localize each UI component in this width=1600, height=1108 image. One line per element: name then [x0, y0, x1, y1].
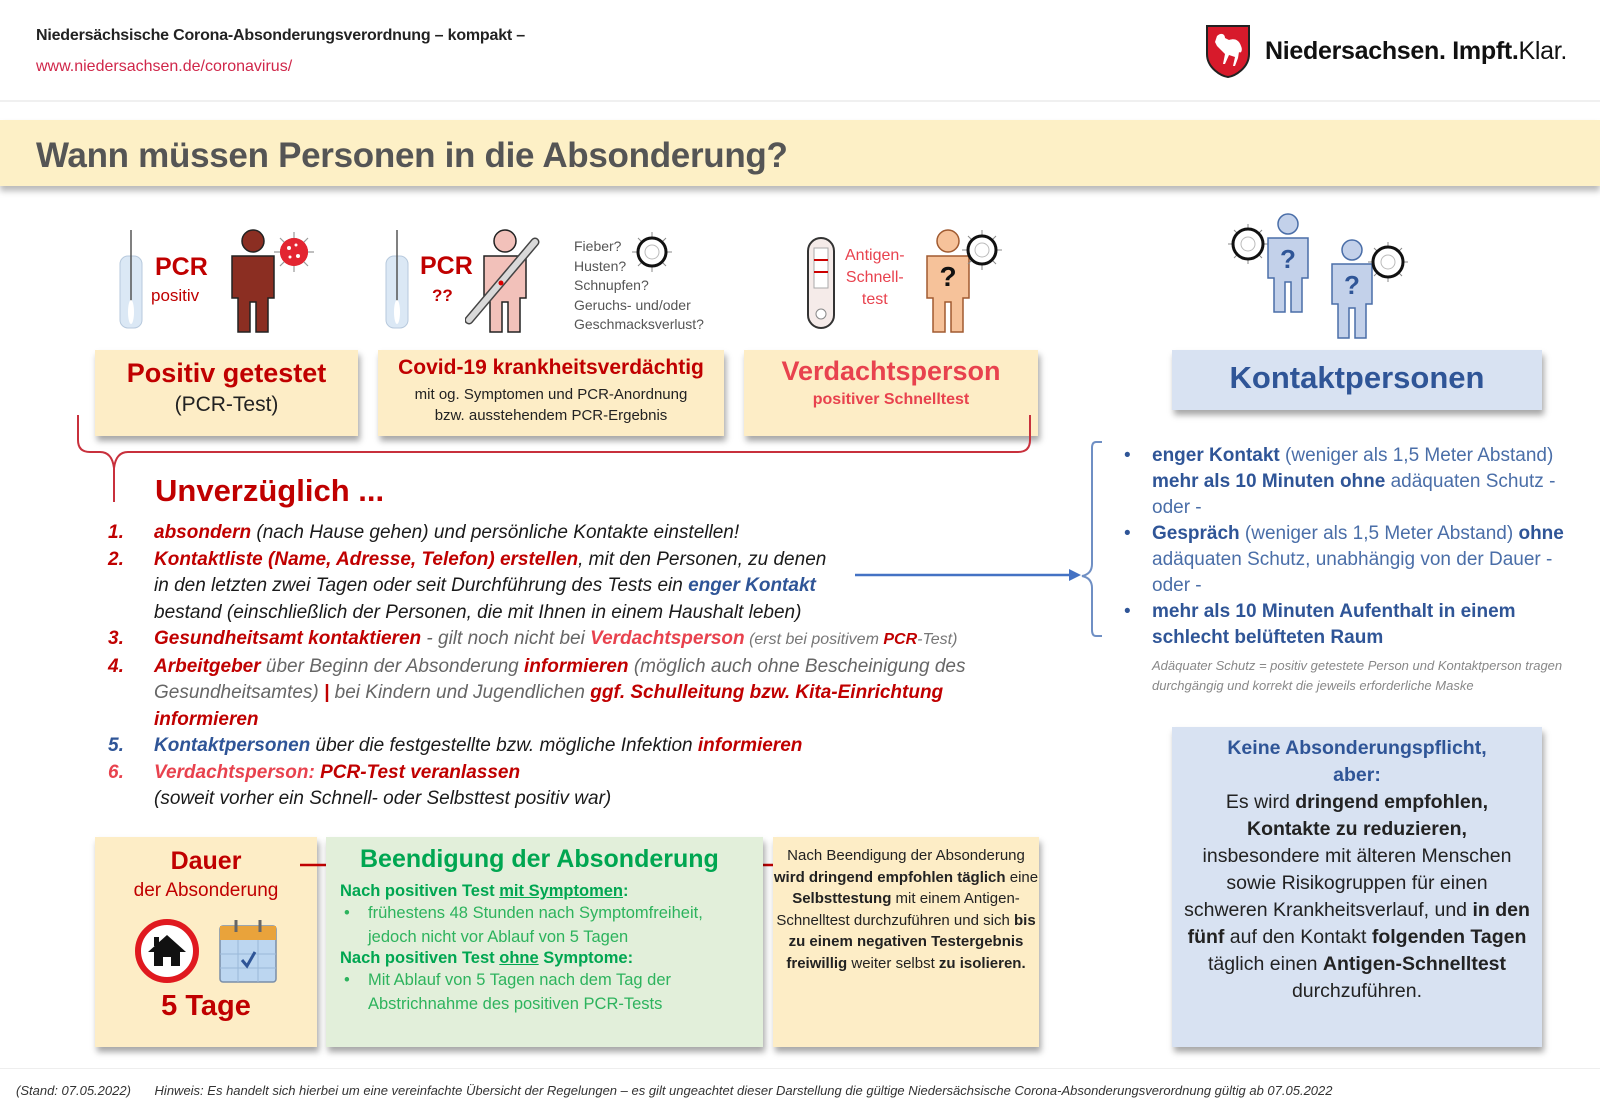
steps-list: [108, 520, 1048, 813]
end-of-isolation-box: [326, 837, 763, 1047]
question-mark: ?: [939, 261, 957, 292]
step-3: [108, 626, 1048, 654]
antigen-test-cassette-icon: [806, 236, 836, 330]
criterion-bold: ohne: [1518, 523, 1564, 544]
contact-criterion: [1120, 599, 1580, 651]
step-6: [108, 760, 1048, 813]
category-title: Covid-19 krankheitsverdächtig: [398, 356, 704, 379]
step-action: Arbeitgeber: [154, 655, 261, 677]
box-text: weiter selbst: [847, 954, 939, 972]
box-text: auf den Kontakt: [1224, 926, 1372, 948]
box-bold: Selbsttestung: [792, 890, 892, 907]
separator: |: [324, 682, 330, 703]
duration-box: [95, 837, 317, 1047]
box-text: eine: [1005, 868, 1039, 886]
antigen-label-line: Schnell-: [845, 269, 904, 286]
step-number: 1.: [108, 522, 124, 543]
box-text: Es wird: [1225, 791, 1296, 813]
heading-text: Nach positiven Test: [340, 882, 500, 900]
step-action: informieren: [154, 708, 259, 730]
box-body: [1172, 789, 1542, 1005]
symptom-cough: Husten?: [574, 257, 627, 274]
page-title: Wann müssen Personen in die Absonderung?: [36, 136, 788, 175]
step-action: Kontaktpersonen: [154, 735, 311, 756]
symptom-taste: Geschmacksverlust?: [574, 316, 704, 332]
pcr-test-tube-icon: [384, 228, 410, 330]
box-bold: dringend empfohlen,: [1295, 791, 1489, 813]
step-text: (erst bei positivem: [744, 631, 884, 648]
box-text: durchzuführen.: [1291, 980, 1423, 1002]
box-bold: folgenden Tagen: [1371, 926, 1527, 948]
step-highlight: PCR: [883, 631, 918, 648]
step-text: bestand (einschließlich der Personen, die mit Ihnen in einem Haushalt leben): [154, 601, 802, 623]
pcr-positiv-label: positiv: [151, 286, 200, 305]
heading-text: Nach positiven Test: [340, 949, 500, 967]
step-text: (möglich auch ohne Bescheinigung des: [628, 655, 966, 677]
box-bold: Kontakte zu reduzieren,: [1247, 818, 1467, 840]
step-action: informieren: [697, 735, 803, 756]
step-text: in den letzten zwei Tagen oder seit Durchführung des Tests ein: [154, 575, 689, 596]
question-mark: ?: [1344, 270, 1360, 300]
step-text: - gilt noch nicht bei: [421, 628, 591, 649]
website-link[interactable]: www.niedersachsen.de/coronavirus/: [36, 58, 293, 75]
duration-icons: [95, 918, 317, 984]
duration-title: Dauer: [170, 847, 242, 875]
criterion-bold: mehr als 10 Minuten Aufenthalt in einem schlecht belüfteten Raum: [1152, 601, 1516, 648]
step-action: informieren: [524, 655, 629, 677]
heading-underlined: mit Symptomen: [499, 882, 624, 900]
step-action: Kontaktliste (Name, Adresse, Telefon) erstellen: [154, 548, 579, 570]
antigen-label-line: Antigen-: [845, 247, 905, 264]
pcr-label: PCR: [155, 253, 208, 281]
criterion-text: adäquaten Schutz -: [1385, 471, 1556, 492]
step-text: , mit den Personen, zu denen: [578, 548, 827, 570]
step-4: [108, 654, 1048, 734]
step-text: über die festgestellte bzw. mögliche Infektion: [310, 735, 698, 756]
symptom-cold: Schnupfen?: [574, 277, 649, 293]
lower-saxony-horse-crest-icon: [1205, 24, 1251, 78]
contact-criterion: [1120, 443, 1580, 495]
footer-disclaimer: Hinweis: Es handelt sich hierbei um eine vereinfachte Übersicht der Regelungen – es gilt ungeachtet dieser Darstellung die gültige Niedersächsische Corona-Absonderungsverordnung gültig ab 07.05.2022: [154, 1083, 1333, 1098]
brand-part-3: Klar.: [1518, 36, 1568, 65]
close-contact-link-text: enger Kontakt: [688, 575, 816, 596]
duration-subtitle: der Absonderung: [133, 880, 279, 901]
box-bold: in den fünf: [1187, 899, 1530, 948]
arrow-to-contact-criteria-icon: [855, 567, 1085, 583]
step-text: -Test): [917, 631, 958, 648]
without-symptoms-heading: [340, 949, 749, 968]
contact-criteria-list: [1120, 443, 1580, 651]
category-subtitle: bzw. ausstehendem PCR-Ergebnis: [434, 407, 668, 424]
antigen-label-line: test: [861, 291, 888, 308]
step-text: (soweit vorher ein Schnell- oder Selbsttest positiv war): [154, 788, 612, 809]
category-subtitle: mit og. Symptomen und PCR-Anordnung: [414, 386, 688, 403]
box-bold: zu isolieren.: [938, 954, 1026, 972]
box-bold: wird dringend empfohlen täglich: [773, 868, 1006, 886]
duration-days: 5 Tage: [161, 990, 251, 1022]
with-symptoms-heading: [340, 882, 749, 901]
virus-icon: [632, 232, 672, 272]
category-title: Verdachtsperson: [781, 356, 1001, 386]
step-number: 5.: [108, 735, 124, 756]
heading-text: :: [623, 882, 629, 900]
heading-text: Symptome:: [538, 949, 634, 967]
criterion-bold: enger Kontakt: [1152, 445, 1280, 466]
box-bold: bis zu einem negativen Testergebnis freiwillig: [786, 911, 1036, 972]
brand-slogan: [1265, 37, 1567, 66]
header-divider: [0, 100, 1600, 102]
adequate-protection-note: Adäquater Schutz = positiv getestete Person und Kontaktperson tragen durchgängig und korrekt die jeweils erforderliche Maske: [1152, 658, 1563, 693]
brand-part-2: Impft.: [1452, 36, 1519, 65]
footer-divider: [0, 1068, 1600, 1069]
pcr-label: PCR: [420, 252, 473, 280]
category-subtitle: (PCR-Test): [174, 393, 279, 416]
box-text: Nach Beendigung der Absonderung: [787, 847, 1025, 864]
antigen-test-label: [845, 245, 905, 311]
infected-person-icon: [226, 228, 316, 334]
document-title: Niedersächsische Corona-Absonderungsverordnung – kompakt –: [36, 27, 525, 44]
footer-date: (Stand: 07.05.2022): [16, 1083, 131, 1098]
step-text: bei Kindern und Jugendlichen: [329, 682, 591, 703]
box-heading: Keine Absonderungspflicht,: [1227, 737, 1487, 759]
heading-underlined: ohne: [499, 949, 539, 967]
step-number: 4.: [108, 655, 124, 677]
category-title: Positiv getestet: [126, 358, 327, 388]
contact-criterion: [1120, 521, 1580, 573]
or-separator: oder -: [1152, 497, 1202, 518]
no-isolation-duty-box: [1172, 727, 1542, 1047]
footer: [16, 1083, 1333, 1098]
step-number: 2.: [108, 548, 124, 570]
step-highlight: Verdachtsperson:: [154, 761, 321, 783]
stay-home-icon: [134, 918, 200, 984]
person-with-thermometer-icon: [465, 228, 547, 334]
step-action: absondern: [154, 522, 252, 543]
contact-criteria-brace: [1080, 440, 1104, 640]
step-number: 3.: [108, 628, 124, 649]
box-text: mit einem Antigen-Schnelltest durchzuführen und sich: [776, 890, 1020, 929]
calendar-icon: [218, 918, 278, 984]
end-title: Beendigung der Absonderung: [360, 845, 719, 873]
step-1: [108, 520, 1048, 547]
criterion-bold: mehr als 10 Minuten ohne: [1152, 471, 1386, 492]
symptom-fever: Fieber?: [574, 238, 622, 254]
pcr-test-tube-icon: [118, 228, 144, 330]
step-action: PCR-Test veranlassen: [320, 761, 521, 783]
step-text: (nach Hause gehen) und persönliche Kontakte einstellen!: [251, 522, 740, 543]
symptom-smell: Geruchs- und/oder: [574, 296, 691, 313]
step-text: über Beginn der Absonderung: [260, 655, 525, 677]
category-subtitle: positiver Schnelltest: [812, 391, 970, 408]
pcr-unknown-label: ??: [432, 286, 453, 305]
question-mark: ?: [1280, 244, 1296, 274]
step-number: 6.: [108, 761, 124, 783]
contact-persons-icon: [1228, 212, 1418, 342]
criterion-text: adäquaten Schutz, unabhängig von der Dauer -: [1152, 549, 1553, 570]
step-2: [108, 547, 1048, 627]
brand-part-1: Niedersachsen.: [1265, 36, 1446, 65]
step-text: Gesundheitsamtes): [154, 682, 325, 703]
after-isolation-box: [773, 837, 1039, 1047]
criterion-text: (weniger als 1,5 Meter Abstand): [1279, 445, 1554, 466]
step-5: [108, 733, 1048, 760]
brand-logo: [1205, 24, 1567, 78]
step-action: ggf. Schulleitung bzw. Kita-Einrichtung: [590, 682, 944, 703]
suspect-person-icon: [920, 228, 1002, 334]
steps-heading: Unverzüglich ...: [155, 473, 385, 508]
category-contact-persons: [1172, 350, 1542, 410]
box-bold: Antigen-Schnelltest: [1322, 953, 1507, 975]
box-text: insbesondere mit älteren Menschen sowie Risikogruppen für einen schweren Krankheitsverlauf, und: [1184, 845, 1512, 921]
step-highlight: Verdachtsperson: [590, 628, 745, 649]
criterion-text: (weniger als 1,5 Meter Abstand): [1239, 523, 1519, 544]
step-action: Gesundheitsamt kontaktieren: [154, 628, 422, 649]
with-symptoms-rule: • frühestens 48 Stunden nach Symptomfreiheit, jedoch nicht vor Ablauf von 5 Tagen: [340, 901, 749, 949]
category-title: Kontaktpersonen: [1229, 360, 1485, 395]
without-symptoms-rule: • Mit Ablauf von 5 Tagen nach dem Tag der Abstrichnahme des positiven PCR-Tests: [340, 968, 749, 1016]
criterion-bold: Gespräch: [1152, 523, 1240, 544]
or-separator: oder -: [1152, 575, 1202, 596]
box-text: täglich einen: [1207, 953, 1323, 975]
box-heading: aber:: [1333, 764, 1381, 786]
